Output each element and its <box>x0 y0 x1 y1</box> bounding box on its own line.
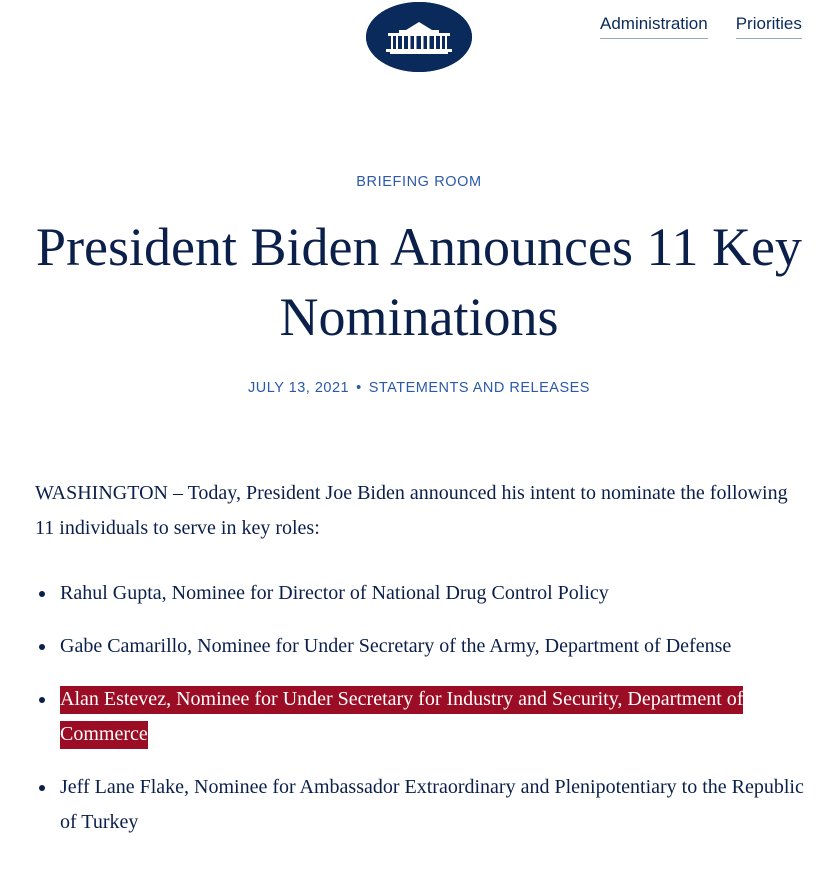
article-date: JULY 13, 2021 <box>248 380 350 396</box>
nominee-text: Jeff Lane Flake, Nominee for Ambassador Extraordinary and Plenipotentiary to the Republic of Turkey <box>60 776 804 833</box>
white-house-logo[interactable] <box>366 2 472 72</box>
meta-separator: • <box>356 380 362 396</box>
category-link[interactable]: STATEMENTS AND RELEASES <box>368 380 590 396</box>
nominee-text: Rahul Gupta, Nominee for Director of National Drug Control Policy <box>60 582 609 604</box>
main-nav <box>600 14 802 39</box>
bullet-icon <box>39 785 45 791</box>
briefing-room-link[interactable]: BRIEFING ROOM <box>356 174 482 190</box>
nav-item-priorities[interactable]: Priorities <box>736 14 802 39</box>
nominee-text-highlighted: Alan Estevez, Nominee for Under Secretary for Industry and Security, Department of Commerce <box>60 686 743 749</box>
list-item <box>35 770 805 840</box>
bullet-icon <box>39 697 45 703</box>
bullet-icon <box>39 644 45 650</box>
nav-item-administration[interactable]: Administration <box>600 14 708 39</box>
article-intro: WASHINGTON – Today, President Joe Biden announced his intent to nominate the following 11 individuals to serve in key roles: <box>35 482 788 539</box>
nominee-text: Gabe Camarillo, Nominee for Under Secretary of the Army, Department of Defense <box>60 635 732 657</box>
bullet-icon <box>39 591 45 597</box>
white-house-seal-icon <box>366 2 472 72</box>
list-item <box>35 629 805 664</box>
site-header <box>0 0 831 80</box>
page-title: President Biden Announces 11 Key Nominations <box>36 217 802 347</box>
list-item-highlighted <box>35 682 805 752</box>
nominee-list <box>35 576 805 858</box>
list-item <box>35 576 805 611</box>
article-meta <box>0 380 831 396</box>
